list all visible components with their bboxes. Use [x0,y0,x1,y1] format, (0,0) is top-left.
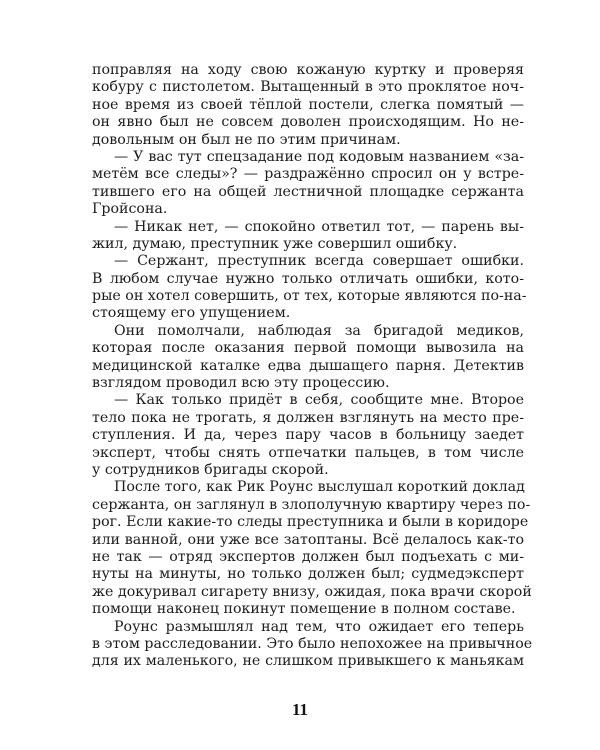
text-line: рые он хотел совершить, от тех, которые являются по-на- [92,288,527,305]
text-line: или ванной, они уже все затоптаны. Всё делалось как-то [92,531,524,548]
text-line: тело пока не трогать, я должен взглянуть на место пре- [92,409,524,426]
text-line: взглядом проводил всю эту процессию. [92,375,390,392]
text-line: помощи наконец покинут помещение в полном составе. [92,601,516,618]
text-line: — У вас тут спецзадание под кодовым названием «за- [114,148,524,165]
text-line: сержанта, он заглянул в злополучную квартиру через по- [92,496,531,513]
text-line: он явно был не совсем доволен происходящим. Но не- [92,114,524,131]
text-line: После того, как Рик Роунс выслушал короткий доклад [114,479,525,496]
text-line: жил, думаю, преступник уже совершил ошибку. [92,235,458,252]
text-line: рог. Если какие-то следы преступника и были в коридоре [92,514,529,531]
text-line: в этом расследовании. Это было непохожее на привычное [92,635,533,652]
text-line: — Никак нет, — спокойно ответил тот, — парень вы- [114,218,524,235]
text-line: не так — отряд экспертов должен был подъехать с ми- [92,548,524,565]
page-body-text [92,62,533,671]
text-line: кобуру с пистолетом. Вытащенный в это проклятое ноч- [92,79,524,96]
page-number: 11 [291,700,309,719]
text-line: довольным он был не по этим причинам. [92,131,401,148]
text-line: — Сержант, преступник всегда совершает ошибки. [114,253,524,270]
text-line: которая после оказания первой помощи вывозила на [92,340,524,357]
text-line: эксперт, чтобы снять отпечатки пальцев, в том числе [92,444,524,461]
text-line: Они помолчали, наблюдая за бригадой медиков, [114,322,524,339]
text-line: метём все следы»? — раздражённо спросил он у встре- [92,166,524,183]
text-line: Роунс размышлял над тем, что ожидает его теперь [114,618,524,635]
text-line: — Как только придёт в себя, сообщите мне. Второе [114,392,524,409]
text-line: тившего его на общей лестничной площадке сержанта [92,183,524,200]
text-line: для их маленького, не слишком привыкшего к маньякам [92,653,524,670]
text-line: стоящему его упущением. [92,305,291,322]
text-line: медицинской каталке едва дышащего парня. Детектив [92,357,524,374]
text-line: нуты на минуты, но только должен был; судмедэксперт [92,566,524,583]
text-line: же докуривал сигарету внизу, ожидая, пока врачи скорой [92,583,532,600]
text-line: у сотрудников бригады скорой. [92,461,329,478]
text-line: Гройсона. [92,201,168,218]
text-line: ступления. И да, через пару часов в больницу заедет [92,427,524,444]
text-line: ное время из своей тёплой постели, слегка помятый — [92,96,524,113]
text-line: В любом случае нужно только отличать ошибки, кото- [92,270,524,287]
text-line: поправляя на ходу свою кожаную куртку и проверяя [92,62,524,78]
